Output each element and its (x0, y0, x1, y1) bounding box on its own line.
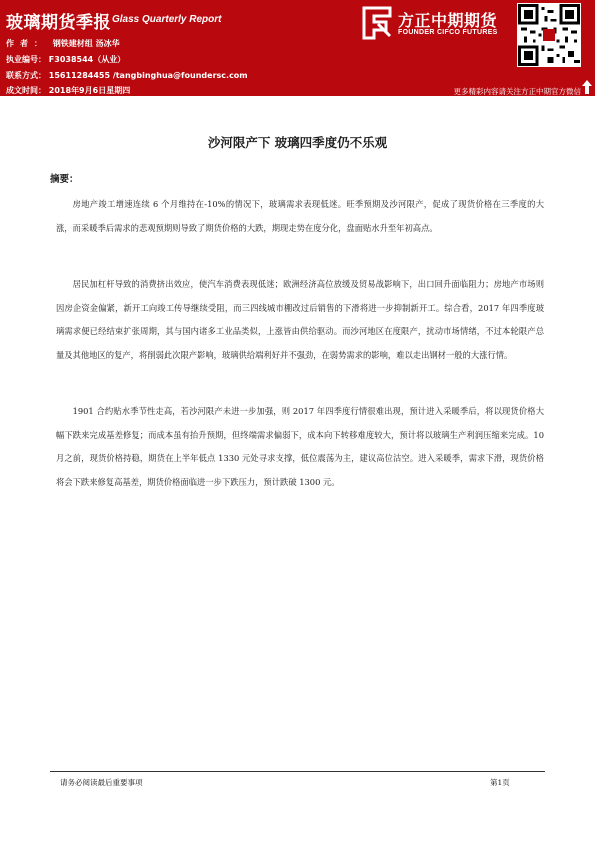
abstract-paragraph-2: 居民加杠杆导致的消费挤出效应，使汽车消费表现低迷；欧洲经济高位放缓及贸易战影响下，出口回升面临阻力；房地产市场则因房企资金偏紧，新开工向竣工传导继续受阻，而三四线城市棚改过后销售的下滑将进一步抑制新开工。综合看，2017 年四季度玻璃需求便已经结束扩张周期，其与国内诸多工业品类似，上涨皆由供给驱动。而沙河地区在度限产，扰动市场情绪，不过本轮限产总量及其他地区的复产，将削弱此次限产影响，玻璃供给端利好并不强劲，在弱势需求的影响，难以走出钢材一般的大涨行情。 (56, 279, 544, 360)
abstract-paragraph-3: 1901 合约贴水季节性走高，若沙河限产未进一步加强，则 2017 年四季度行情很难出现，预计进入采暖季后，将以现货价格大幅下跌来完成基差修复；而成本虽有抬升预期，但终端需求偏弱下，成本向下转移难度较大，预计将以玻璃生产利润压缩来完成。10 月之前，现货价格持稳，期货在上半年低点 1330 元处寻求支撑，低位震荡为主，建议高位沽空。进入采暖季，需求下滑，现货价格将会下跌来修复高基差，期货价格面临进一步下跌压力，预计跌破 1300 元。 (56, 406, 544, 487)
contact-value[interactable]: 15611284455 /tangbinghua@foundersc.com (48, 71, 248, 80)
date-value: 2018年9月6日星期四 (48, 86, 131, 95)
date-label: 成文时间： (6, 86, 46, 95)
company-logo (362, 6, 512, 50)
qr-code-icon (517, 3, 581, 67)
header-band (0, 0, 595, 96)
author-value: 钢铁建材组 汤冰华 (52, 39, 120, 48)
founder-logo-icon (362, 6, 392, 40)
license-value: F3038544（从业） (48, 55, 126, 64)
logo-name-en: FOUNDER CIFCO FUTURES (398, 29, 498, 36)
footer-disclaimer: 请务必阅读最后重要事项 (60, 778, 143, 787)
abstract-label: 摘要： (50, 174, 79, 185)
license-label: 执业编号： (6, 55, 46, 64)
page-number: 第1页 (490, 778, 510, 787)
up-arrow-icon (582, 80, 592, 94)
contact-label: 联系方式： (6, 71, 46, 80)
footer-divider (50, 771, 545, 772)
license-row (6, 54, 125, 65)
author-row (6, 38, 120, 49)
report-subtitle-en: Glass Quarterly Report (112, 14, 222, 25)
date-row (6, 85, 130, 96)
wechat-follow-note: 更多精彩内容请关注方正中期官方微信 (453, 87, 581, 96)
logo-name-cn: 方正中期期货 (398, 11, 498, 30)
author-label: 作者： (6, 39, 48, 48)
report-title: 玻璃期货季报 (6, 13, 111, 33)
abstract-paragraph-1: 房地产竣工增速连续 6 个月维持在-10%的情况下，玻璃需求表现低迷。旺季预期及沙河限产，促成了现货价格在三季度的大涨，而采暖季后需求的悲观预期则导致了期货价格的大跌，期现走势在度分化，盘面贴水升至年初高点。 (56, 199, 544, 233)
contact-row (6, 70, 248, 81)
document-title: 沙河限产下 玻璃四季度仍不乐观 (207, 135, 388, 150)
